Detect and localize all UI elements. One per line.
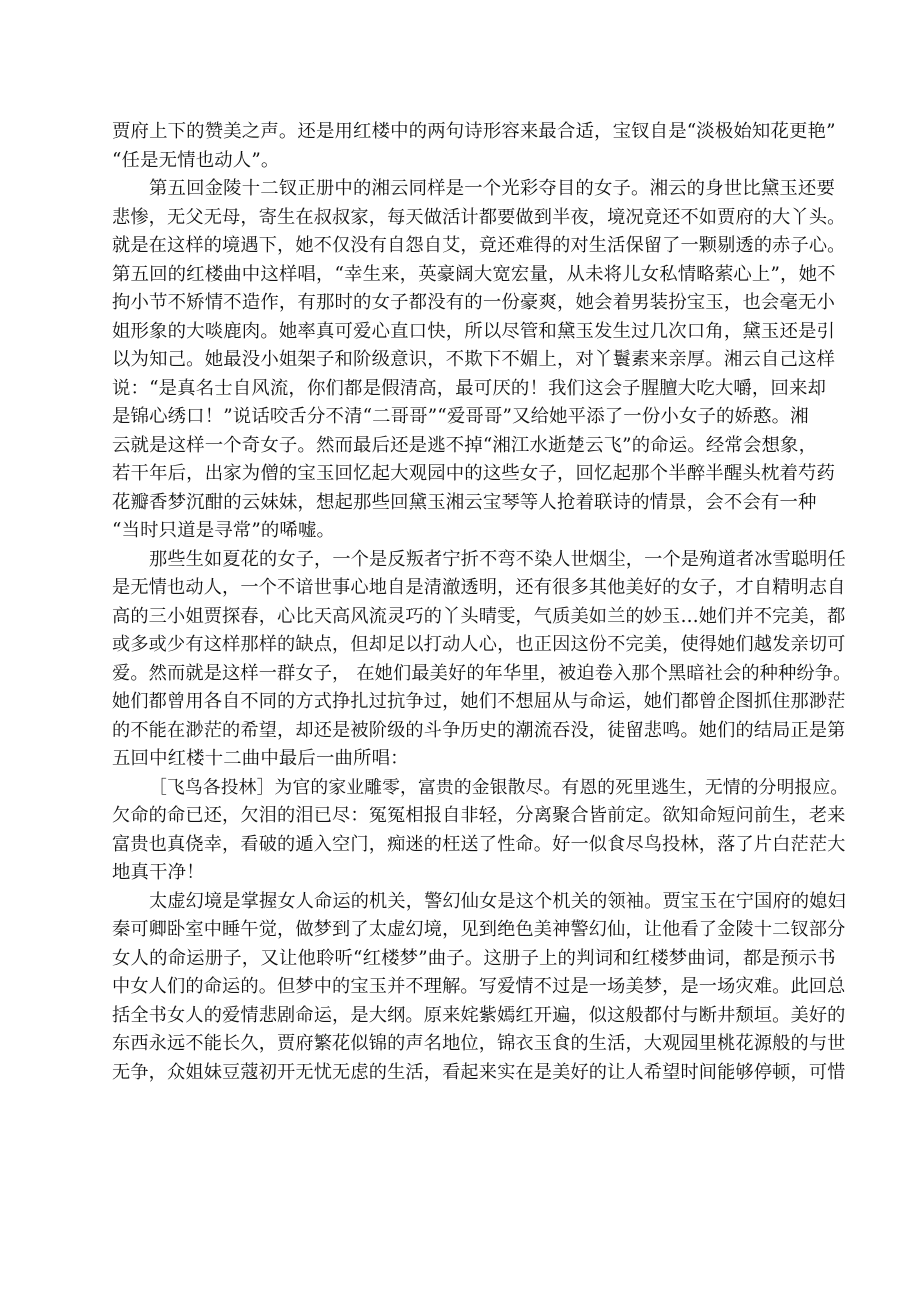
text-line: 五回中红楼十二曲中最后一曲所唱： — [112, 748, 409, 769]
text-line: 是锦心绣口！”说话咬舌分不清“二哥哥”“爱哥哥”又给她平添了一份小女子的娇憨。湘 — [112, 406, 809, 427]
text-line: 高的三小姐贾探春，心比天高风流灵巧的丫头晴雯，气质美如兰的妙玉…她们并不完美，都 — [112, 605, 846, 627]
document-page — [112, 118, 852, 1087]
text-line: 太虚幻境是掌握女人命运的机关，警幻仙女是这个机关的领袖。贾宝玉在宁国府的媳妇 — [149, 890, 846, 912]
text-line: 贾府上下的赞美之声。还是用红楼中的两句诗形容来最合适，宝钗自是“淡极始知花更艳” — [112, 121, 836, 142]
text-line: 爱。然而就是这样一群女子， 在她们最美好的年华里，被迫卷入那个黑暗社会的种种纷争。 — [112, 662, 852, 684]
text-line: 说：“是真名士自风流，你们都是假清高，最可厌的！我们这会子腥膻大吃大嚼，回来却 — [112, 377, 827, 399]
text-line: 以为知己。她最没小姐架子和阶级意识，不欺下不媚上，对丫鬟素来亲厚。湘云自己这样 — [112, 349, 836, 370]
text-line: 云就是这样一个奇女子。然而最后还是逃不掉“湘江水逝楚云飞”的命运。经常会想象， — [112, 434, 818, 456]
text-line: 若干年后，出家为僧的宝玉回忆起大观园中的这些女子，回忆起那个半醉半醒头枕着芍药 — [112, 463, 836, 484]
text-line: 秦可卿卧室中睡午觉，做梦到了太虚幻境，见到绝色美神警幻仙，让他看了金陵十二钗部分 — [112, 919, 846, 940]
text-line: 姐形象的大啖鹿肉。她率真可爱心直口快，所以尽管和黛玉发生过几次口角，黛玉还是引 — [112, 320, 836, 342]
text-line: 就是在这样的境遇下，她不仅没有自怨自艾，竟还难得的对生活保留了一颗剔透的赤子心。 — [112, 235, 846, 256]
text-line: ［飞鸟各投林］为官的家业雕零，富贵的金银散尽。有恩的死里逃生，无情的分明报应。 — [149, 776, 849, 798]
text-line: 花瓣香梦沉酣的云妹妹，想起那些回黛玉湘云宝琴等人抢着联诗的情景，会不会有一种 — [112, 491, 817, 513]
text-line: 悲惨，无父无母，寄生在叔叔家，每天做活计都要做到半夜，境况竟还不如贾府的大丫头。 — [112, 206, 846, 228]
text-line: 的不能在渺茫的希望，却还是被阶级的斗争历史的潮流吞没，徒留悲鸣。她们的结局正是第 — [112, 719, 846, 741]
text-line: 东西永远不能长久，贾府繁花似锦的声名地位，锦衣玉食的生活，大观园里桃花源般的与世 — [112, 1033, 846, 1054]
text-line: 括全书女人的爱情悲剧命运，是大纲。原来姹紫嫣红开遍，似这般都付与断井颓垣。美好的 — [112, 1004, 846, 1026]
text-line: “当时只道是寻常”的唏嘘。 — [112, 520, 336, 541]
text-line: 第五回金陵十二钗正册中的湘云同样是一个光彩夺目的女子。湘云的身世比黛玉还要 — [149, 178, 836, 199]
text-line: 富贵也真侥幸，看破的遁入空门，痴迷的枉送了性命。好一似食尽鸟投林，落了片白茫茫大 — [112, 833, 846, 855]
text-line: 第五回的红楼曲中这样唱，“幸生来，英豪阔大宽宏量，从未将儿女私情略萦心上”，她不 — [112, 263, 836, 285]
text-line: 地真干净！ — [112, 862, 205, 883]
text-line: 拘小节不矫情不造作，有那时的女子都没有的一份豪爽，她会着男装扮宝玉，也会毫无小 — [112, 292, 836, 313]
text-line: 那些生如夏花的女子，一个是反叛者宁折不弯不染人世烟尘，一个是殉道者冰雪聪明任 — [149, 548, 846, 570]
text-line: “任是无情也动人”。 — [112, 149, 280, 171]
text-line: 她们都曾用各自不同的方式挣扎过抗争过，她们不想屈从与命运，她们都曾企图抓住那渺茫 — [112, 691, 846, 712]
text-line: 女人的命运册子，又让他聆听“红楼梦”曲子。这册子上的判词和红楼梦曲词，都是预示书 — [112, 947, 836, 969]
text-line: 是无情也动人，一个不谙世事心地自是清澈透明，还有很多其他美好的女子，才自精明志自 — [112, 577, 846, 598]
text-line: 中女人们的命运的。但梦中的宝玉并不理解。写爱情不过是一场美梦，是一场灾难。此回总 — [112, 976, 846, 997]
text-line: 欠命的命已还，欠泪的泪已尽：冤冤相报自非轻，分离聚合皆前定。欲知命短问前生，老来 — [112, 805, 846, 826]
text-line: 或多或少有这样那样的缺点，但却足以打动人心，也正因这份不完美，使得她们越发亲切可 — [112, 634, 846, 655]
text-line: 无争，众姐妹豆蔻初开无忧无虑的生活，看起来实在是美好的让人希望时间能够停顿，可惜 — [112, 1061, 846, 1083]
